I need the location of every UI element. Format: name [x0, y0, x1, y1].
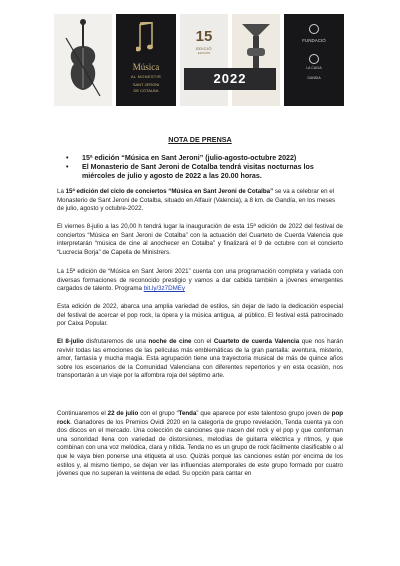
bullet-marker: • — [66, 154, 69, 162]
edition-sublabel: EDICIÓN — [197, 51, 211, 55]
sponsor-gandia: GANDIA — [307, 76, 321, 80]
foundation-logo-icon — [309, 24, 319, 34]
violin-illustration — [60, 18, 106, 102]
programme-link[interactable]: bit.ly/3z7DMEy — [143, 285, 185, 293]
paragraph-inauguration: El viernes 8-julio a las 20,00 h tendrá lugar la inauguración de esta 15ª edición de 2022 del festival de conciertos “Música en Sant Jeroni de Cotalba” con la actuación del Cuarteto de Cuerda Valencia que interpretarán “música de cine al anochecer en Cotalba” y finalizará el 9 de octubre con el concierto “Lucrecia Borja” de Capella de Ministrers. — [57, 223, 343, 256]
paragraph-tenda: Continuaremos el 22 de julio con el grupo “Tenda” que aparece por este talentoso grupo joven de pop rock. Ganadores de los Premios Ovidi 2020 en la categoría de grupo revelación, Tenda cuenta ya con dos discos en el mercado. Una colección de canciones que nacen del rock y el pop y que conforman una sonoridad llena con variedad de distorsiones, melodías de guitarra eléctrica y ritmos, y que combinan con una voz melódica, clara y nítida. Tenda no es un grupo de rock fácilmente clasificable o al que le vaya bien ponerse una etiqueta al uso. Quizás porque las canciones están por encima de los estilos y, al mismo tiempo, se dejan ver las influencias atemporales de este grupo formado por cuatro jóvenes que no superan la veintena de edad. Su opción para cantar en — [57, 410, 344, 478]
festival-banner — [0, 0, 400, 112]
logo-title: Música — [132, 62, 160, 72]
sponsor-foundation: FUNDACIÓ — [302, 38, 326, 43]
year-badge: 2022 — [184, 68, 276, 90]
caixa-logo-icon — [309, 54, 319, 64]
edition-label: EDICIÓ — [196, 46, 212, 51]
bullet-item: El Monasterio de Sant Jeroni de Cotalba tendrá visitas nocturnas los miércoles de julio y agosto de 2022 a las 20.00 horas. — [82, 163, 314, 180]
paragraph-intro: La 15ª edición del ciclo de conciertos “Música en Sant Jeroni de Cotalba” se va a celebrar en el Monasterio de Sant Jeroni de Cotalba, situado en Alfauir (Valencia), a 8 km. de Gandía, en los meses de julio, agosto y octubre-2022. — [57, 188, 336, 213]
page-title: NOTA DE PRENSA — [168, 135, 232, 144]
sponsors-panel — [284, 14, 344, 106]
highlight-cycle: 15ª edición del ciclo de conciertos “Música en Sant Jeroni de Cotalba” — [65, 188, 274, 195]
violin-panel — [54, 14, 112, 106]
edition-panel — [180, 14, 228, 106]
logo-monastery: AL MONESTIR — [130, 74, 162, 79]
paragraph-styles: Esta edición de 2022, abarca una amplia variedad de estilos, sin dejar de lado la dedicación especial del festival de acercar el pop rock, la ópera y la música antigua, al público. El festival está patrocinado por Caixa Popular. — [57, 303, 343, 328]
logo-place: SANT JERONI — [132, 82, 160, 87]
edition-number: 15 — [195, 28, 213, 45]
trumpet-panel — [232, 14, 280, 106]
festival-logo-panel — [116, 14, 176, 106]
paragraph-cinema-night: El 8-julio disfrutaremos de una noche de cine con el Cuarteto de cuerda Valencia que nos harán revivir todas las emociones de las películas más emblemáticas de la gran pantalla: aventura, misterio, amor, fantasía y mucha magia. Esta agrupación tiene una trayectoria musical de más de quince años sobre los escenarios de la Comunidad Valenciana con diferentes repertorios y en esta ocasión, nos transportarán a un viaje por la alfombra roja del séptimo arte. — [57, 338, 343, 380]
bullet-item: 15ª edición “Música en Sant Jeroni” (julio-agosto-octubre 2022) — [82, 154, 297, 162]
logo-subtitle: DE COTALBA — [133, 88, 159, 93]
paragraph-programme: La 15ª edición de “Música en Sant Jeroni 2021” cuenta con una programación completa y variada con diversas formaciones de reconocido prestigio y vamos a dar cabida también a jóvenes emergentes cargados de talento. Programa bit.ly/3z7DMEy — [57, 268, 343, 293]
music-note-icon — [136, 22, 156, 56]
sponsor-caixa: LA CAIXA — [306, 66, 322, 70]
bullet-marker: • — [66, 163, 69, 171]
